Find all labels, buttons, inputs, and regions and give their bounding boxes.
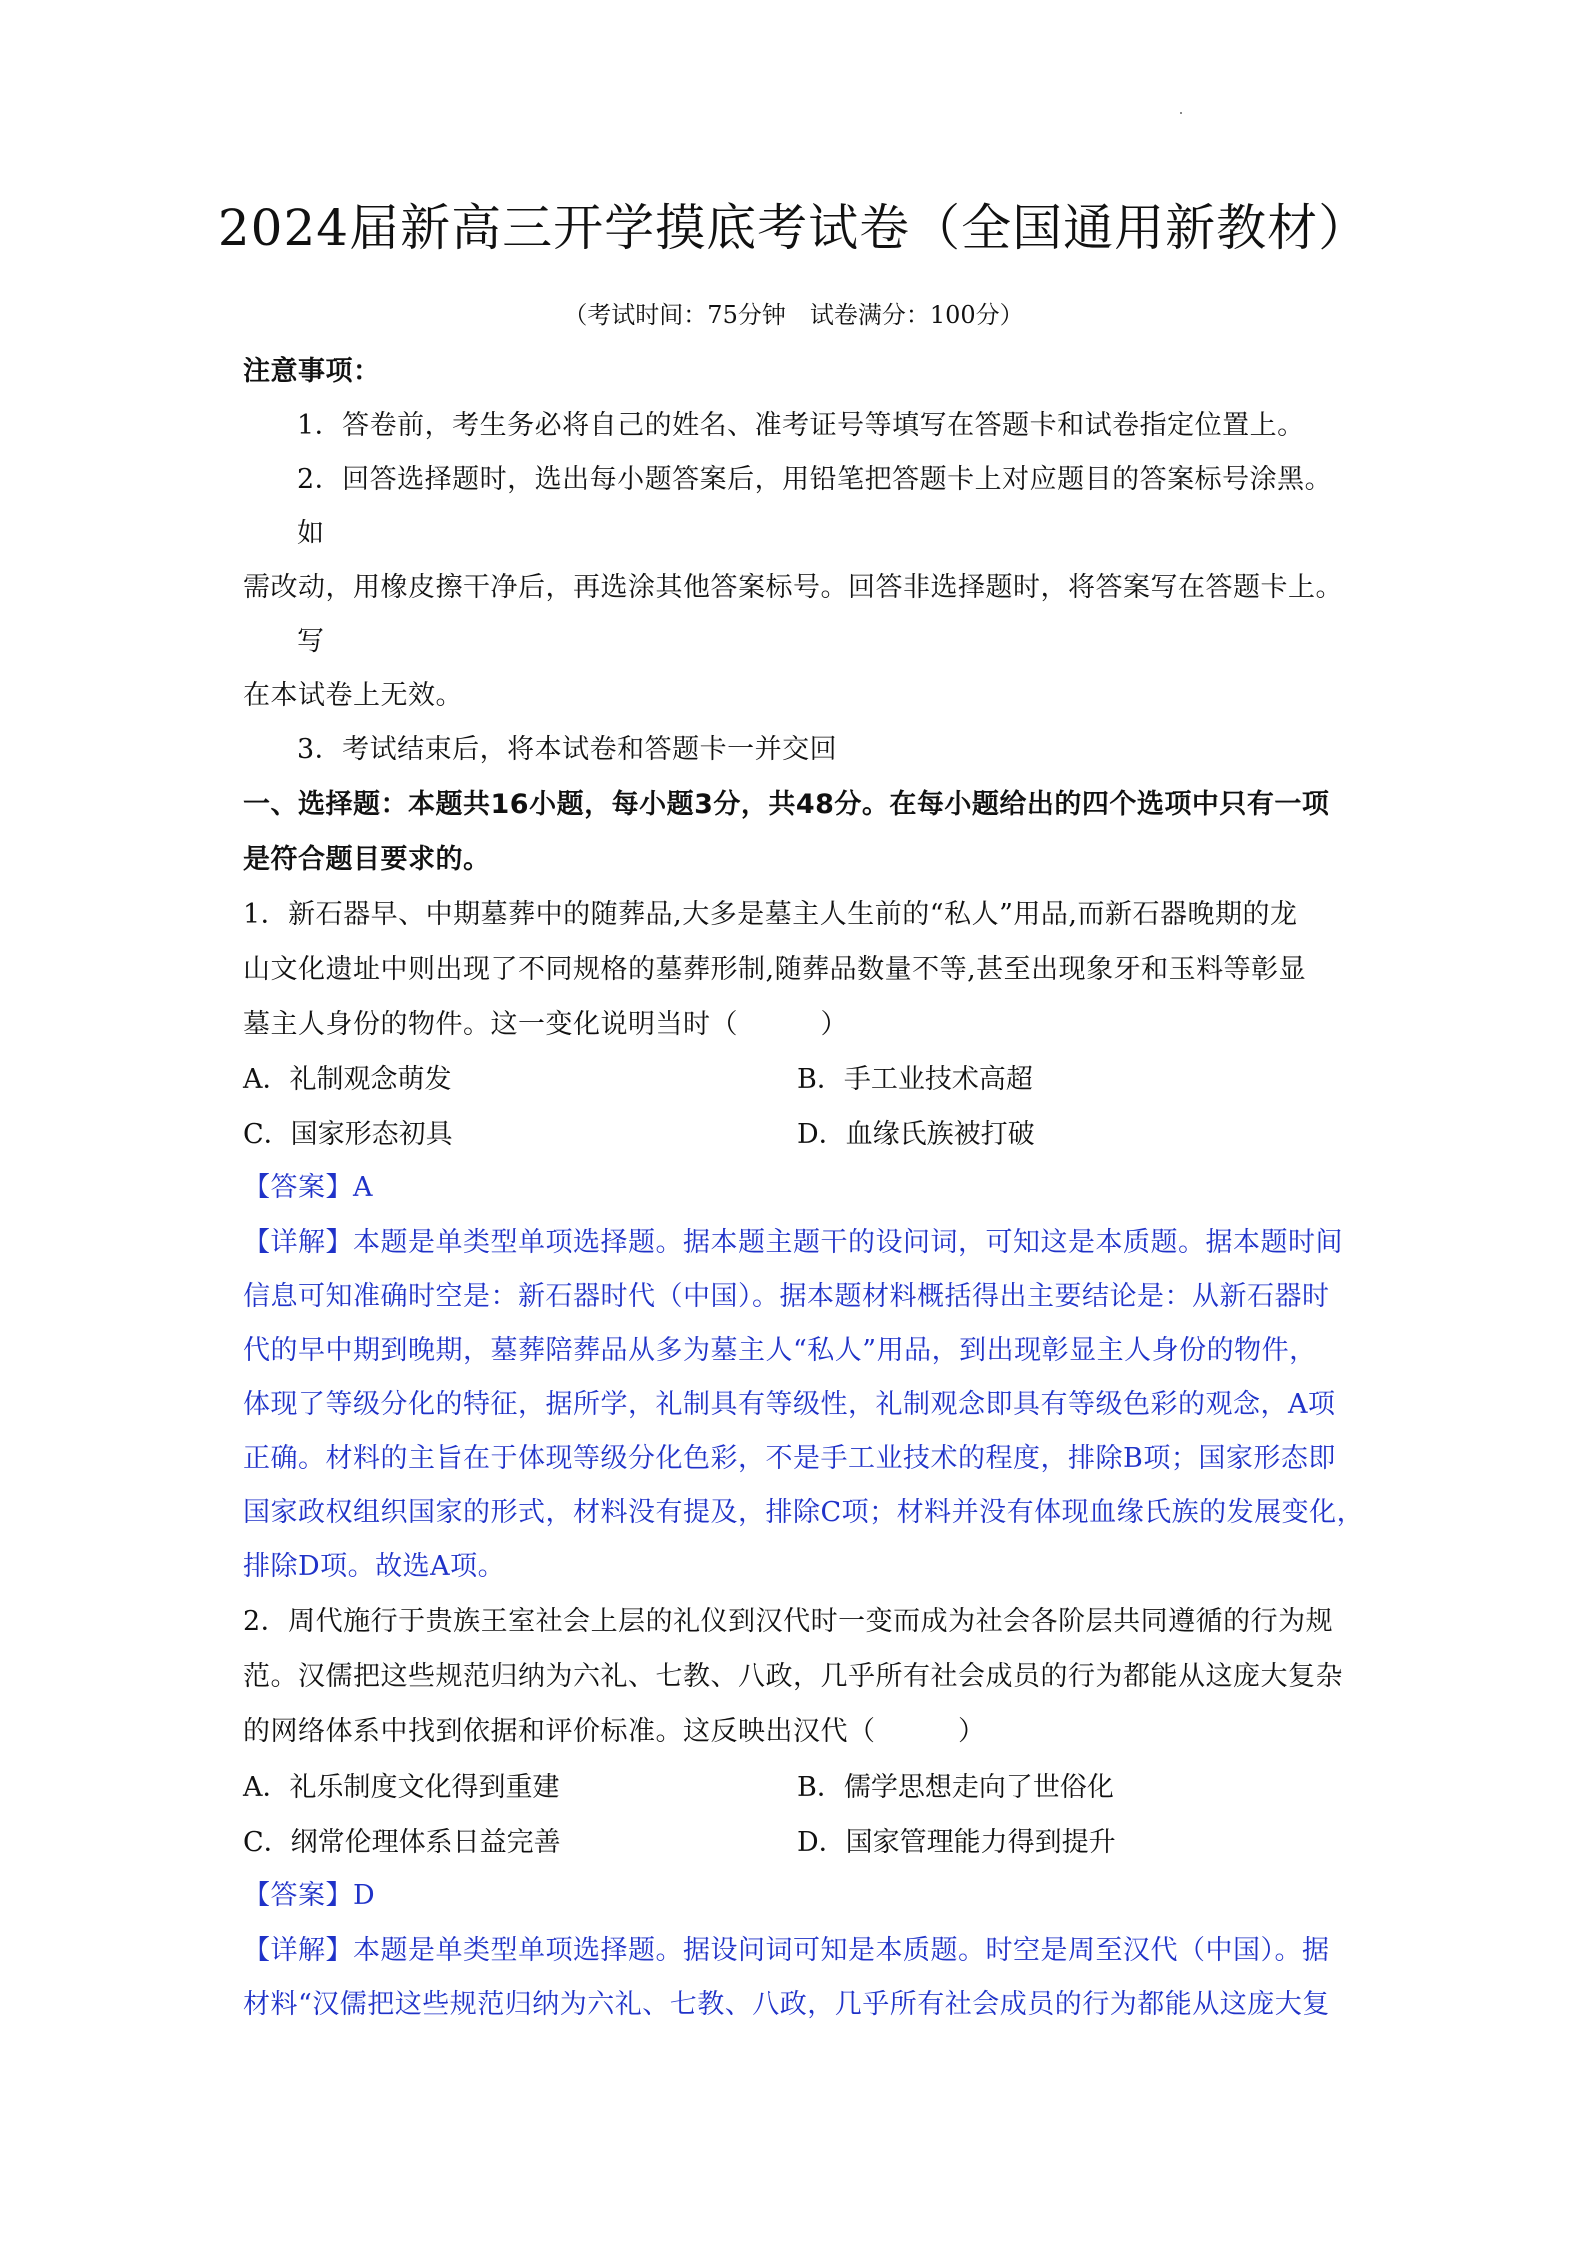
q1-stem: 墓主人身份的物件。这一变化说明当时（ ） <box>243 1009 848 1040</box>
q1-explanation: 信息可知准确时空是：新石器时代（中国）。据本题材料概括得出主要结论是：从新石器时 <box>243 1281 1330 1312</box>
q2-option-b: B．儒学思想走向了世俗化 <box>797 1772 1114 1803</box>
section-heading: 一、选择题：本题共16小题，每小题3分，共48分。在每小题给出的四个选项中只有一项 <box>243 789 1330 820</box>
q2-option-c: C．纲常伦理体系日益完善 <box>243 1827 561 1858</box>
notes-item-2-cont: 如 <box>297 518 325 549</box>
q1-option-d: D．血缘氏族被打破 <box>797 1119 1035 1150</box>
q2-answer: 【答案】D <box>243 1880 376 1911</box>
q1-stem: 山文化遗址中则出现了不同规格的墓葬形制,随葬品数量不等,甚至出现象牙和玉料等彰显 <box>243 954 1307 985</box>
q1-option-c: C．国家形态初具 <box>243 1119 453 1150</box>
q1-explanation: 体现了等级分化的特征，据所学，礼制具有等级性，礼制观念即具有等级色彩的观念，A项 <box>243 1389 1336 1420</box>
q2-stem: 的网络体系中找到依据和评价标准。这反映出汉代（ ） <box>243 1716 986 1747</box>
notes-heading: 注意事项： <box>243 356 381 387</box>
q1-explanation: 正确。材料的主旨在于体现等级分化色彩，不是手工业技术的程度，排除B项；国家形态即 <box>243 1443 1336 1474</box>
exam-title: 2024届新高三开学摸底考试卷（全国通用新教材） <box>217 199 1370 257</box>
q2-stem: 范。汉儒把这些规范归纳为六礼、七教、八政，几乎所有社会成员的行为都能从这庞大复杂 <box>243 1661 1343 1692</box>
q2-stem: 2．周代施行于贵族王室社会上层的礼仪到汉代时一变而成为社会各阶层共同遵循的行为规 <box>243 1606 1334 1637</box>
q1-stem: 1．新石器早、中期墓葬中的随葬品,大多是墓主人生前的“私人”用品,而新石器晚期的龙 <box>243 899 1298 930</box>
q1-answer: 【答案】A <box>243 1172 373 1203</box>
q1-explanation: 代的早中期到晚期，墓葬陪葬品从多为墓主人“私人”用品，到出现彰显主人身份的物件， <box>243 1335 1317 1366</box>
notes-item-2-cont: 需改动，用橡皮擦干净后，再选涂其他答案标号。回答非选择题时，将答案写在答题卡上。 <box>243 572 1343 603</box>
q1-explanation: 【详解】本题是单类型单项选择题。据本题主题干的设问词，可知这是本质题。据本题时间 <box>243 1227 1343 1258</box>
exam-subtitle: （考试时间：75分钟 试卷满分：100分） <box>563 301 1024 329</box>
notes-item-2-cont: 写 <box>297 626 325 657</box>
notes-item-2: 2．回答选择题时，选出每小题答案后，用铅笔把答题卡上对应题目的答案标号涂黑。 <box>297 464 1333 495</box>
q1-explanation: 国家政权组织国家的形式，材料没有提及，排除C项；材料并没有体现血缘氏族的发展变化， <box>243 1497 1365 1528</box>
q1-option-b: B．手工业技术高超 <box>797 1064 1033 1095</box>
q2-explanation: 材料“汉儒把这些规范归纳为六礼、七教、八政，几乎所有社会成员的行为都能从这庞大复 <box>243 1989 1330 2020</box>
section-heading-cont: 是符合题目要求的。 <box>243 844 491 875</box>
q1-explanation: 排除D项。故选A项。 <box>243 1551 506 1582</box>
notes-item-1: 1．答卷前，考生务必将自己的姓名、准考证号等填写在答题卡和试卷指定位置上。 <box>297 410 1305 441</box>
scan-speck <box>1180 112 1182 114</box>
q1-option-a: A．礼制观念萌发 <box>243 1064 452 1095</box>
q2-option-d: D．国家管理能力得到提升 <box>797 1827 1116 1858</box>
q2-option-a: A．礼乐制度文化得到重建 <box>243 1772 560 1803</box>
notes-item-2-cont: 在本试卷上无效。 <box>243 680 463 711</box>
q2-explanation: 【详解】本题是单类型单项选择题。据设问词可知是本质题。时空是周至汉代（中国）。据 <box>243 1935 1330 1966</box>
notes-item-3: 3．考试结束后，将本试卷和答题卡一并交回 <box>297 734 838 765</box>
